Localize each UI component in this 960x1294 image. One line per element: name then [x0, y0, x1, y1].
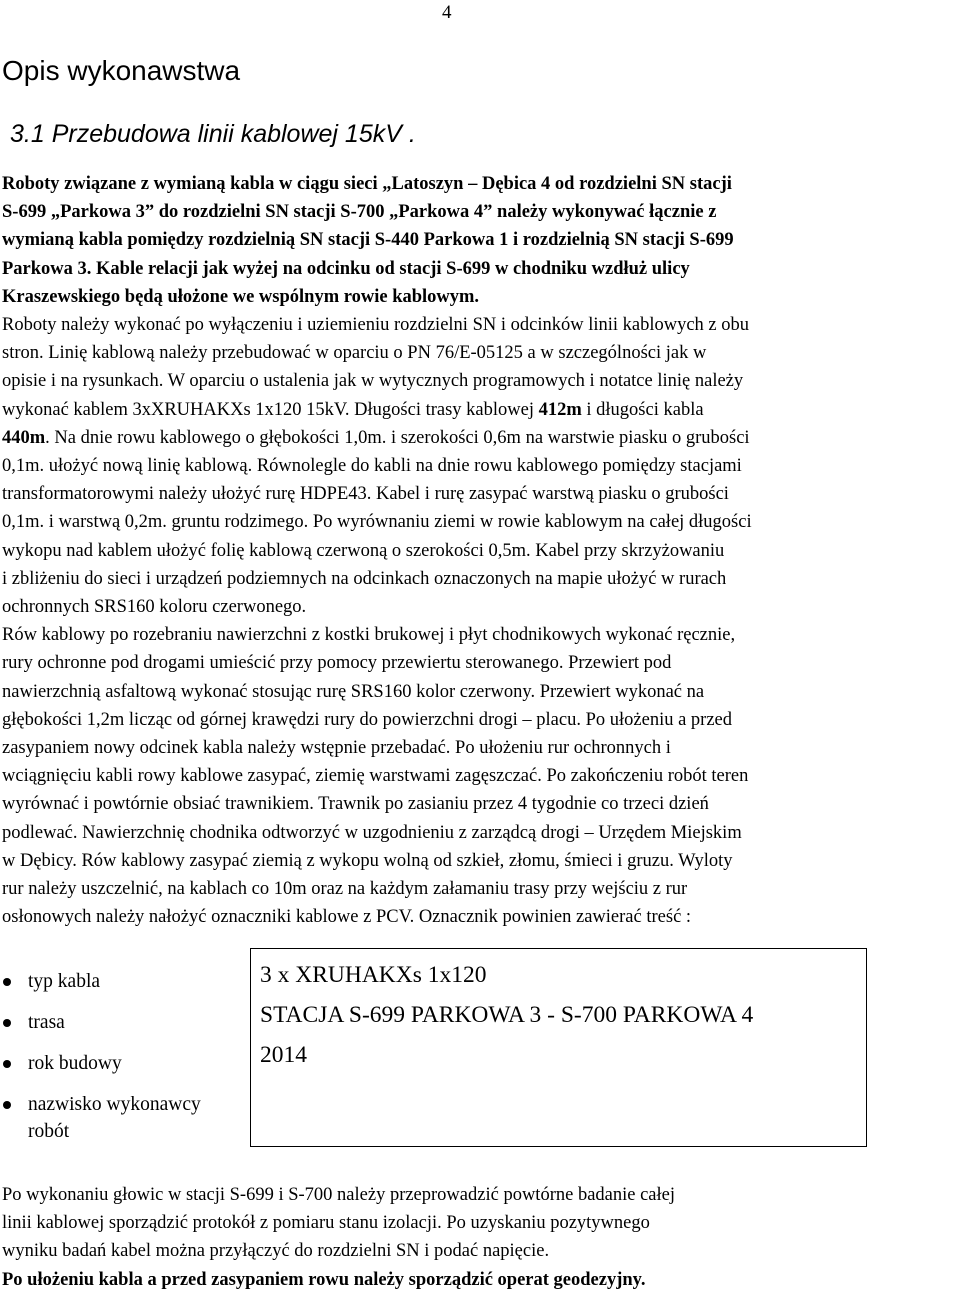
- marker-line-cable-type: 3 x XRUHAKXs 1x120: [260, 962, 487, 988]
- text-line: [2, 593, 960, 621]
- footer-line: linii kablowej sporządzić protokół z pomiaru stanu izolacji. Po uzyskaniu pozytywnego: [2, 1213, 650, 1234]
- text-line: [2, 283, 960, 311]
- line-text: rury ochronne pod drogami umieścić przy pomocy przewiertu sterowanego. Przewiert pod: [2, 653, 672, 674]
- marker-contents-list: [0, 968, 245, 1159]
- text-line: [2, 537, 960, 565]
- line-text: wykopu nad kablem ułożyć folię kablową czerwoną o szerokości 0,5m. Kabel przy skrzyżowaniu: [2, 540, 725, 561]
- text-line: [2, 226, 960, 254]
- text-line: [2, 339, 960, 367]
- line-text: . Na dnie rowu kablowego o głębokości 1,0m. i szerokości 0,6m na warstwie piasku o grubości: [45, 427, 750, 448]
- text-line: [2, 649, 960, 677]
- page-heading: Opis wykonawstwa: [2, 55, 241, 86]
- text-line: [2, 255, 960, 283]
- line-text: 0,1m. i warstwą 0,2m. gruntu rodzimego. Po wyrównaniu ziemi w rowie kablowym na całej długości: [2, 512, 752, 533]
- text-line: [2, 847, 960, 875]
- line-text: Roboty związane z wymianą kabla w ciągu sieci „Latoszyn – Dębica 4 od rozdzielni SN stacji: [2, 174, 732, 194]
- footer-bold-line: Po ułożeniu kabla a przed zasypaniem rowu należy sporządzić operat geodezyjny.: [2, 1269, 646, 1290]
- line-text: Rów kablowy po rozebraniu nawierzchni z kostki brukowej i płyt chodnikowych wykonać ręcznie,: [2, 625, 736, 646]
- footer-line: Po wykonaniu głowic w stacji S-699 i S-700 należy przeprowadzić powtórne badanie całej: [2, 1185, 676, 1205]
- line-text: wymianą kabla pomiędzy rozdzielnią SN stacji S-440 Parkowa 1 i rozdzielnią SN stacji S-699: [2, 230, 734, 251]
- line-text-tail: i długości kabla: [581, 399, 704, 420]
- line-text: osłonowych należy nałożyć oznaczniki kablowe z PCV. Oznacznik powinien zawierać treść :: [2, 907, 692, 928]
- line-text: podlewać. Nawierzchnię chodnika odtworzyć w uzgodnieniu z zarządcą drogi – Urzędem Miejskim: [2, 822, 742, 843]
- line-text: opisie i na rysunkach. W oparciu o ustalenia jak w wytycznych programowych i notatce linię należy: [2, 371, 744, 392]
- text-line: [2, 424, 960, 452]
- text-line: [2, 452, 960, 480]
- text-line: [2, 170, 960, 198]
- text-line: [2, 819, 960, 847]
- bold-value: 440m: [2, 427, 46, 448]
- page-number: 4: [442, 2, 452, 23]
- text-line: [2, 508, 960, 536]
- marker-line-route: STACJA S-699 PARKOWA 3 - S-700 PARKOWA 4: [260, 1002, 754, 1028]
- text-line: [2, 762, 960, 790]
- line-text: wyrównać i powtórnie obsiać trawnikiem. Trawnik po zasianiu przez 4 tygodnie co trzeci dzień: [2, 794, 709, 815]
- text-line: [2, 396, 960, 424]
- line-text: w Dębicy. Rów kablowy zasypać ziemią z wykopu wolną od szkieł, złomu, śmieci i gruzu. Wyloty: [2, 850, 733, 871]
- line-text: wciągnięciu kabli rowy kablowe zasypać, ziemię warstwami zagęszczać. Po zakończeniu robót teren: [2, 766, 749, 787]
- text-line: [2, 198, 960, 226]
- line-text: stron. Linię kablową należy przebudować w oparciu o PN 76/E-05125 a w szczególności jak w: [2, 343, 707, 364]
- list-item: typ kabla: [0, 968, 245, 995]
- text-line: [2, 565, 960, 593]
- list-item: nazwisko wykonawcy robót: [0, 1091, 245, 1145]
- line-text: Roboty należy wykonać po wyłączeniu i uziemieniu rozdzielni SN i odcinków linii kablowych z obu: [2, 315, 750, 336]
- text-line: [2, 678, 960, 706]
- footer-text: [2, 1181, 958, 1294]
- text-line: [2, 875, 960, 903]
- line-text: transformatorowymi należy ułożyć rurę HDPE43. Kabel i rurę zasypać warstwą piasku o grubości: [2, 484, 729, 505]
- marker-line-year: 2014: [260, 1042, 307, 1068]
- line-text: zasypaniem nowy odcinek kabla należy wstępnie przebadać. Po ułożeniu rur ochronnych i: [2, 738, 671, 759]
- line-text: głębokości 1,2m licząc od górnej krawędzi rury do powierzchni drogi – placu. Po ułożeniu a przed: [2, 709, 733, 730]
- line-text: ochronnych SRS160 koloru czerwonego.: [2, 597, 307, 618]
- line-text: rur należy uszczelnić, na kablach co 10m oraz na każdym załamaniu trasy przy wejściu z rur: [2, 879, 688, 900]
- line-text: nawierzchnią asfaltową wykonać stosując rurę SRS160 kolor czerwony. Przewiert wykonać na: [2, 681, 705, 702]
- text-line: [2, 480, 960, 508]
- cable-marker-example-box: [250, 948, 867, 1147]
- text-line: [2, 367, 960, 395]
- text-line: [2, 621, 960, 649]
- list-item: trasa: [0, 1009, 245, 1036]
- text-line: [2, 903, 960, 931]
- line-text: 0,1m. ułożyć nową linię kablową. Równolegle do kabli na dnie rowu kablowego pomiędzy stacjami: [2, 456, 742, 477]
- section-heading: 3.1 Przebudowa linii kablowej 15kV .: [10, 120, 416, 148]
- body-text: [2, 170, 960, 931]
- footer-line: wyniku badań kabel można przyłączyć do rozdzielni SN i podać napięcie.: [2, 1241, 550, 1262]
- line-text: wykonać kablem 3xXRUHAKXs 1x120 15kV. Długości trasy kablowej: [2, 399, 539, 420]
- list-item: rok budowy: [0, 1050, 245, 1077]
- line-text: Kraszewskiego będą ułożone we wspólnym rowie kablowym.: [2, 286, 480, 307]
- text-line: [2, 706, 960, 734]
- line-text: Parkowa 3. Kable relacji jak wyżej na odcinku od stacji S-699 w chodniku wzdłuż ulicy: [2, 258, 690, 279]
- line-text: S-699 „Parkowa 3” do rozdzielni SN stacji S-700 „Parkowa 4” należy wykonywać łącznie z: [2, 202, 717, 223]
- line-text: i zbliżeniu do sieci i urządzeń podziemnych na odcinkach oznaczonych na mapie ułożyć w rurach: [2, 568, 727, 589]
- bold-value: 412m: [538, 399, 582, 420]
- text-line: [2, 734, 960, 762]
- text-line: [2, 790, 960, 818]
- text-line: [2, 311, 960, 339]
